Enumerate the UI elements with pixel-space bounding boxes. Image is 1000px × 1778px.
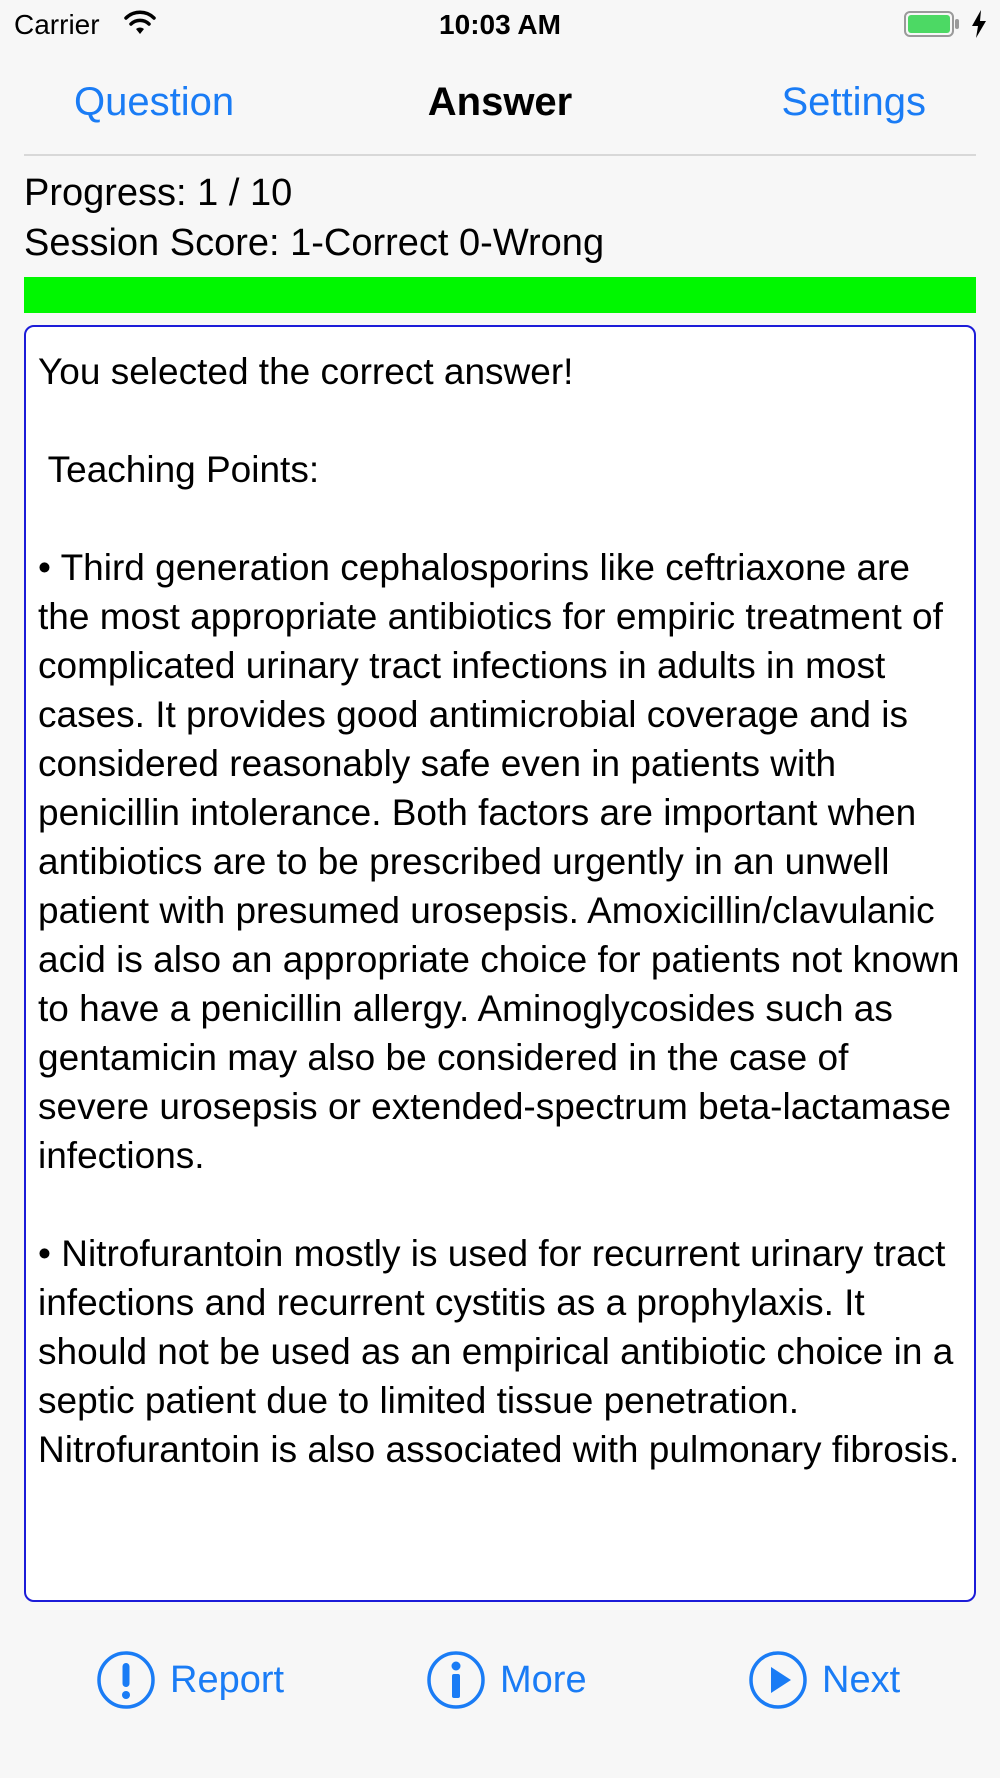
page-title: Answer: [427, 80, 573, 124]
teaching-points-heading: Teaching Points:: [38, 449, 320, 490]
next-button[interactable]: [748, 1650, 900, 1710]
progress-label: Progress: 1 / 10: [24, 172, 293, 214]
battery-charging-icon: [904, 11, 960, 37]
teaching-point-2: • Nitrofurantoin mostly is used for recurrent urinary tract infections and recurrent cystitis as a prophylaxis. It should not be used as an empirical antibiotic choice in a septic patient due to limited tissue penetration. Nitrofurantoin is also associated with pulmonary fibrosis.: [38, 1233, 960, 1470]
clock-time: 10:03 AM: [439, 9, 561, 40]
exclamation-circle-icon: [96, 1650, 156, 1710]
report-button[interactable]: [96, 1650, 284, 1710]
status-bar: [0, 0, 1000, 50]
more-button[interactable]: [426, 1650, 587, 1710]
result-message: You selected the correct answer!: [38, 351, 574, 392]
navigation-bar: [0, 60, 1000, 154]
info-circle-icon: [426, 1650, 486, 1710]
teaching-point-1: • Third generation cephalosporins like ceftriaxone are the most appropriate antibiotics for empiric treatment of complicated urinary tract infections in adults in most cases. It provides good antimicrobial coverage and is considered reasonably safe even in patients with penicillin intolerance. Both factors are important when antibiotics are to be prescribed urgently in an unwell patient with presumed urosepsis. Amoxicillin/clavulanic acid is also an appropriate choice for patients not known to have a penicillin allergy. Aminoglycosides such as gentamicin may also be considered in the case of severe urosepsis or extended-spectrum beta-lactamase infections.: [38, 547, 960, 1176]
charging-bolt-icon: [970, 10, 988, 38]
report-label: Report: [170, 1658, 285, 1701]
more-label: More: [500, 1658, 587, 1701]
next-label: Next: [822, 1658, 901, 1701]
question-tab-button[interactable]: Question: [74, 80, 235, 124]
progress-bar-fill: [24, 277, 976, 313]
nav-divider: [24, 154, 976, 156]
settings-button[interactable]: Settings: [781, 80, 926, 124]
progress-section: [24, 168, 604, 268]
progress-bar: [24, 277, 976, 313]
bottom-toolbar: [0, 1650, 1000, 1720]
answer-text-view[interactable]: [24, 325, 976, 1602]
session-score-label: Session Score: 1-Correct 0-Wrong: [24, 222, 605, 264]
play-circle-icon: [748, 1650, 808, 1710]
carrier-label: Carrier: [14, 9, 100, 40]
